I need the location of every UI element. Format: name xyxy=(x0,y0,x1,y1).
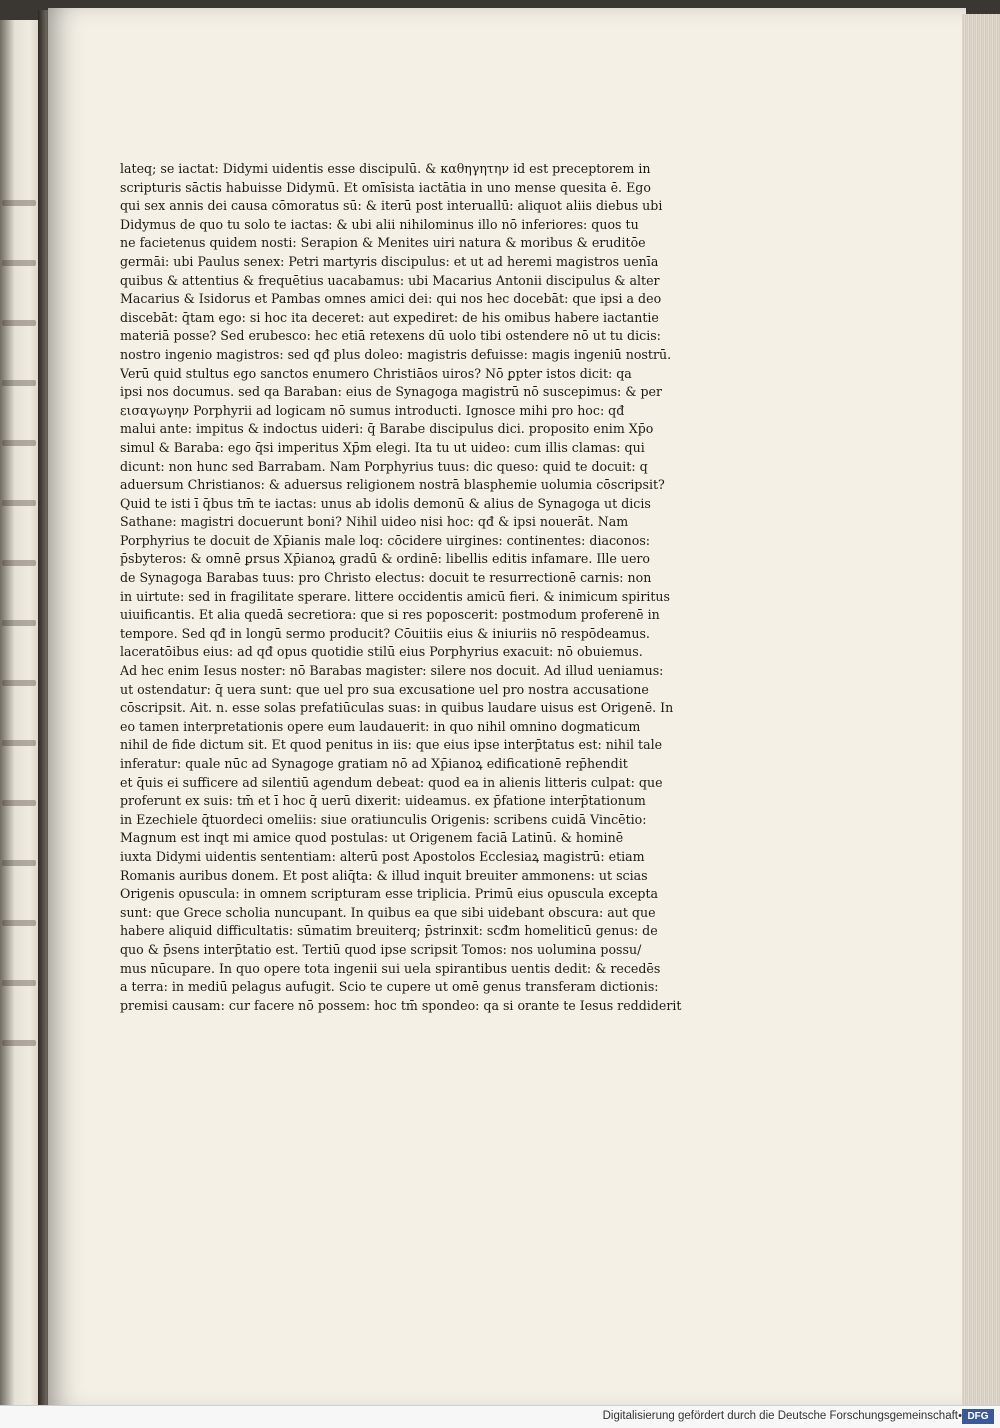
text-line: in uirtute: sed in fragilitate sperare. littere occidentis amicū fieri. & inimicum spiritus xyxy=(120,588,671,604)
text-line: et q̄uis ei sufficere ad silentiū agendum debeat: quod ea in alienis litteris culpat: que xyxy=(120,774,663,790)
text-line: materiā posse? Sed erubesco: hec etiā retexens dū uolo tibi ostendere nō ut tu dicis: xyxy=(120,328,661,344)
text-line: Origenis opuscula: in omnem scripturam esse triplicia. Primū eius opuscula excepta xyxy=(120,886,659,902)
text-line: Quid te isti ī q̄bus tm̄ te iactas: unus ab idolis demonū & alius de Synagoga ut dicis xyxy=(120,495,651,511)
text-line: habere aliquid difficultatis: sūmatim breuiterq; p̄strinxit: scđm homeliticū genus: de xyxy=(120,923,658,939)
text-line: εισαγωγην Porphyrii ad logicam nō sumus introducti. Ignosce mihi pro hoc: qđ xyxy=(120,402,625,418)
text-line: uiuificantis. Et alia quedā secretiora: que si res poposcerit: postmodum proferenē in xyxy=(120,607,660,623)
text-line: nostro ingenio magistros: sed qđ plus doleo: magistris defuisse: magis ingeniū nostrū. xyxy=(120,346,672,362)
text-line: simul & Baraba: ego q̄si imperitus Xp̄m elegi. Ita tu ut uideo: cum illis clamas: qui xyxy=(120,439,645,455)
text-line: Macarius & Isidorus et Pambas omnes amici dei: qui nos hec docebāt: que ipsi a deo xyxy=(120,291,662,307)
footer-bullet: • xyxy=(958,1410,962,1422)
text-line: Romanis auribus donem. Et post aliq̄ta: & illud inquit breuiter ammonens: ut scias xyxy=(120,867,648,883)
text-line: proferunt ex suis: tm̄ et ī hoc q̄ uerū dixerit: uideamus. ex p̄fatione interp̄tationum xyxy=(120,793,646,809)
text-line: laceratōibus eius: ad qđ opus quotidie stilū eius Porphyrius exacuit: nō obuiemus. xyxy=(120,644,643,660)
text-line: Sathane: magistri docuerunt boni? Nihil uideo nisi hoc: qđ & ipsi nouerāt. Nam xyxy=(120,514,629,530)
text-line: cōscripsit. Ait. n. esse solas prefatiūculas suas: in quibus laudare uisus est Origenē. In xyxy=(120,700,674,716)
text-line: qui sex annis dei causa cōmoratus sū: & iterū post interuallū: aliquot aliis diebus ubi xyxy=(120,198,663,214)
text-line: sunt: que Grece scholia nuncupant. In quibus ea que sibi uidebant obscura: aut que xyxy=(120,904,656,920)
text-line: dicunt: non hunc sed Barrabam. Nam Porphyrius tuus: dic queso: quid te docuit: q xyxy=(120,458,648,474)
text-line: nihil de fide dictum sit. Et quod penitus in iis: que eius ipse interp̄tatus est: nihil tale xyxy=(120,737,663,753)
text-line: aduersum Christianos: & aduersus religionem nostrā blasphemie uolumia cōscripsit? xyxy=(120,477,665,493)
text-line: in Ezechiele q̄tuordeci omeliis: siue oratiunculis Origenis: scribens cuidā Vincētio: xyxy=(120,811,647,827)
text-line: discebāt: q̄tam ego: si hoc ita deceret: aut expediret: de his omibus habere iactantie xyxy=(120,309,659,325)
text-line: p̄sbyteros: & omnē ꝑrsus Xp̄ianoꝝ gradū & ordinē: libellis editis infamare. Ille uero xyxy=(120,551,651,567)
text-line: Verū quid stultus ego sanctos enumero Christiāos uiros? Nō ꝑpter istos dicit: qa xyxy=(120,365,632,381)
text-line: ipsi nos documus. sed qa Baraban: eius de Synagoga magistrū nō suscepimus: & per xyxy=(120,384,663,400)
text-line: Didymus de quo tu solo te iactas: & ubi alii nihilominus illo nō inferiores: quos tu xyxy=(120,216,639,232)
text-line: de Synagoga Barabas tuus: pro Christo electus: docuit te resurrectionē carnis: non xyxy=(120,570,652,586)
text-line: lateq; se iactat: Didymi uidentis esse discipulū. & καθηγητην id est preceptorem in xyxy=(120,161,651,176)
text-line: ne facietenus quidem nosti: Serapion & Menites uiri natura & moribus & eruditōe xyxy=(120,235,646,251)
text-line: scripturis sāctis habuisse Didymū. Et omīsista iactātia in uno mense quesita ē. Ego xyxy=(120,179,651,195)
left-page-edge xyxy=(0,20,42,1415)
text-line: mus nūcupare. In quo opere tota ingenii sui uela spirantibus uentis dedit: & recedēs xyxy=(120,960,661,976)
text-line: Porphyrius te docuit de Xp̄ianis male loq: cōcidere uirgines: continentes: diaconos: xyxy=(120,532,651,548)
text-line: inferatur: quale nūc ad Synagoge gratiam nō ad Xp̄ianoꝝ edificationē rep̄hendit xyxy=(120,756,628,771)
text-line: eo tamen interpretationis opere eum laudauerit: in quo nihil omnino dogmaticum xyxy=(120,718,641,734)
text-line: iuxta Didymi uidentis sententiam: alterū post Apostolos Ecclesiaꝝ magistrū: etiam xyxy=(120,848,645,864)
dfg-logo: DFG xyxy=(962,1409,994,1424)
footer-bar xyxy=(0,1405,1000,1428)
footer-credit: Digitalisierung gefördert durch die Deutsche Forschungsgemeinschaft xyxy=(602,1410,958,1422)
text-line: a terra: in mediū pelagus aufugit. Scio te cupere ut omē genus transferam dictionis: xyxy=(120,979,659,995)
text-line: malui ante: impitus & indoctus uideri: q̄ Barabe discipulus dici. proposito enim Xp̄o xyxy=(120,421,654,437)
text-line: tempore. Sed qđ in longū sermo producit? Cōuitiis eius & iniuriis nō respōdeamus. xyxy=(120,625,650,641)
text-line: ut ostendatur: q̄ uera sunt: que uel pro sua excusatione uel pro nostra accusatione xyxy=(120,681,649,697)
text-line: Ad hec enim Iesus noster: nō Barabas magister: silere nos docuit. Ad illud ueniamus: xyxy=(120,663,664,679)
text-line: germāi: ubi Paulus senex: Petri martyris discipulus: et ut ad heremi magistros uenīa xyxy=(120,253,659,269)
text-line: Magnum est inqt mi amice quod postulas: ut Origenem faciā Latinū. & hominē xyxy=(120,830,624,846)
text-line: premisi causam: cur facere nō possem: hoc tm̄ spondeo: qa si orante te Iesus reddiderit xyxy=(120,997,682,1013)
text-line: quibus & attentius & frequētius uacabamus: ubi Macarius Antonii discipulus & alter xyxy=(120,272,660,288)
text-block xyxy=(120,160,690,1015)
page-edges xyxy=(962,14,1000,1410)
text-line: quo & p̄sens interp̄tatio est. Tertiū quod ipse scripsit Tomos: nos uolumina possu/ xyxy=(120,941,642,957)
